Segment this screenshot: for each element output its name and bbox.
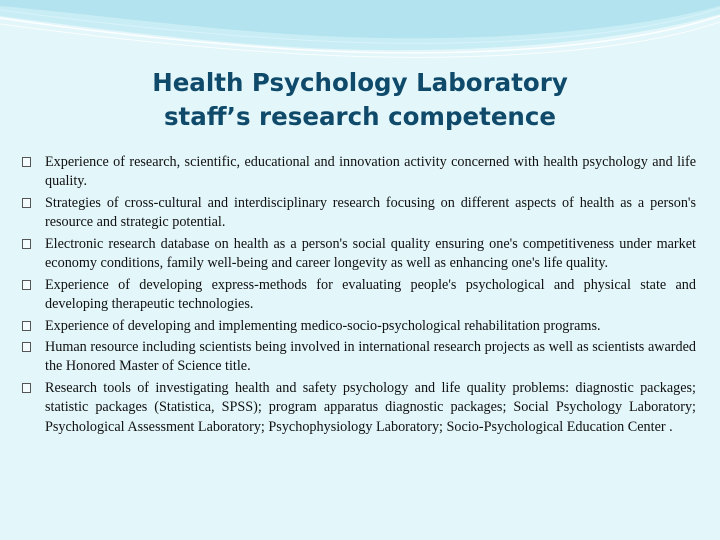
- bullet-item: [22, 276, 696, 315]
- title-line-1: Health Psychology Laboratory: [152, 68, 568, 97]
- bullet-item: [22, 153, 696, 192]
- decorative-wave-banner: [0, 0, 720, 70]
- square-bullet-icon: [22, 239, 31, 249]
- square-bullet-icon: [22, 198, 31, 208]
- bullet-text: Human resource including scientists being involved in international research projects as well as scientists awarded the Honored Master of Science title.: [45, 339, 696, 375]
- bullet-item: [22, 338, 696, 377]
- square-bullet-icon: [22, 157, 31, 167]
- slide-title: [0, 66, 720, 134]
- bullet-text: Research tools of investigating health and safety psychology and life quality problems: diagnostic packages; statistic packages (Statistica, SPSS); program apparatus diagnostic packages; Social Psychology Laboratory; Psychological Assessment Laboratory; Psychophysiology Laboratory; Socio-Psychological Education Center .: [45, 380, 696, 435]
- bullet-item: [22, 317, 696, 336]
- bullet-text: Experience of developing express-methods for evaluating people's psychological and physical state and developing therapeutic technologies.: [45, 276, 696, 312]
- bullet-item: [22, 235, 696, 274]
- square-bullet-icon: [22, 321, 31, 331]
- bullet-item: [22, 194, 696, 233]
- bullet-text: Experience of research, scientific, educational and innovation activity concerned with health psychology and life quality.: [45, 154, 696, 190]
- square-bullet-icon: [22, 342, 31, 352]
- square-bullet-icon: [22, 383, 31, 393]
- competence-bullet-list: [22, 153, 696, 439]
- bullet-text: Electronic research database on health as a person's social quality ensuring one's competitiveness under market economy conditions, family well-being and career longevity as well as enhancing one's life quality.: [45, 235, 696, 272]
- square-bullet-icon: [22, 280, 31, 290]
- bullet-item: [22, 379, 696, 437]
- bullet-text: Strategies of cross-cultural and interdisciplinary research focusing on different aspects of health as a person's resource and strategic potential.: [45, 194, 696, 231]
- title-line-2: staff’s research competence: [163, 102, 557, 131]
- bullet-text: Experience of developing and implementing medico-socio-psychological rehabilitation programs.: [45, 317, 601, 334]
